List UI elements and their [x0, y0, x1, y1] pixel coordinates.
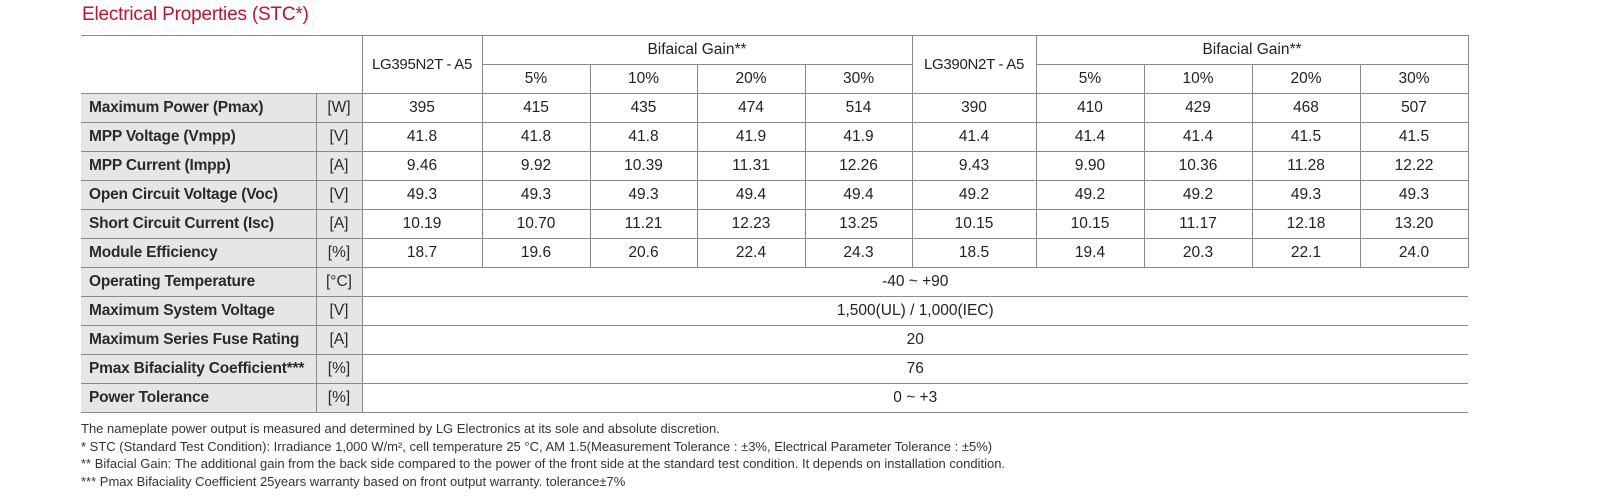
value-cell: 49.3 — [1360, 181, 1468, 210]
table-row — [81, 384, 1468, 413]
value-cell: 10.70 — [482, 210, 590, 239]
merged-value-cell: 1,500(UL) / 1,000(IEC) — [362, 297, 1468, 326]
value-cell: 49.2 — [1144, 181, 1252, 210]
footnote: *** Pmax Bifaciality Coefficient 25years warranty based on front output warranty. tolerance±7% — [81, 473, 626, 489]
value-cell: 49.3 — [590, 181, 697, 210]
value-cell: 410 — [1036, 94, 1144, 123]
gain-col-header: 5% — [482, 65, 590, 94]
row-label: Operating Temperature — [81, 268, 316, 297]
value-cell: 9.90 — [1036, 152, 1144, 181]
value-cell: 12.23 — [697, 210, 805, 239]
value-cell: 11.21 — [590, 210, 697, 239]
value-cell: 18.5 — [912, 239, 1036, 268]
value-cell: 41.4 — [1144, 123, 1252, 152]
value-cell: 41.4 — [912, 123, 1036, 152]
value-cell: 22.1 — [1252, 239, 1360, 268]
row-label: Maximum Series Fuse Rating — [81, 326, 316, 355]
table-row — [81, 268, 1468, 297]
value-cell: 507 — [1360, 94, 1468, 123]
value-cell: 41.9 — [805, 123, 912, 152]
row-label: Module Efficiency — [81, 239, 316, 268]
row-unit: [°C] — [316, 268, 362, 297]
value-cell: 9.92 — [482, 152, 590, 181]
value-cell: 41.5 — [1360, 123, 1468, 152]
value-cell: 10.15 — [1036, 210, 1144, 239]
row-label: Short Circuit Current (Isc) — [81, 210, 316, 239]
bifacial-gain-header: Bifacial Gain** — [1036, 36, 1468, 65]
value-cell: 11.31 — [697, 152, 805, 181]
value-cell: 19.6 — [482, 239, 590, 268]
value-cell: 49.4 — [805, 181, 912, 210]
value-cell: 49.3 — [362, 181, 482, 210]
value-cell: 19.4 — [1036, 239, 1144, 268]
value-cell: 41.8 — [482, 123, 590, 152]
value-cell: 41.9 — [697, 123, 805, 152]
value-cell: 13.20 — [1360, 210, 1468, 239]
header-blank-cell — [81, 36, 362, 94]
value-cell: 415 — [482, 94, 590, 123]
value-cell: 41.4 — [1036, 123, 1144, 152]
table-row — [81, 210, 1468, 239]
table-row — [81, 239, 1468, 268]
row-label: MPP Current (Impp) — [81, 152, 316, 181]
data-rows — [81, 94, 1468, 268]
model-header: LG390N2T - A5 — [912, 36, 1036, 94]
value-cell: 49.2 — [1036, 181, 1144, 210]
footnote: The nameplate power output is measured and determined by LG Electronics at its sole and absolute discretion. — [81, 421, 720, 436]
table-row — [81, 326, 1468, 355]
value-cell: 41.5 — [1252, 123, 1360, 152]
table-row — [81, 123, 1468, 152]
value-cell: 12.26 — [805, 152, 912, 181]
section-title: Electrical Properties (STC*) — [82, 4, 309, 25]
row-unit: [V] — [316, 123, 362, 152]
value-cell: 435 — [590, 94, 697, 123]
value-cell: 429 — [1144, 94, 1252, 123]
merged-value-cell: 20 — [362, 326, 1468, 355]
value-cell: 390 — [912, 94, 1036, 123]
value-cell: 10.39 — [590, 152, 697, 181]
value-cell: 24.3 — [805, 239, 912, 268]
row-label: Maximum Power (Pmax) — [81, 94, 316, 123]
gain-col-header: 10% — [1144, 65, 1252, 94]
footnote: * STC (Standard Test Condition): Irradiance 1,000 W/m², cell temperature 25 °C, AM 1.5(Measurement Tolerance : ±3%, Electrical Parameter Tolerance : ±5%) — [81, 438, 993, 454]
merged-value-cell: 0 ~ +3 — [362, 384, 1468, 413]
value-cell: 13.25 — [805, 210, 912, 239]
value-cell: 49.4 — [697, 181, 805, 210]
row-unit: [%] — [316, 384, 362, 413]
row-unit: [V] — [316, 181, 362, 210]
value-cell: 49.3 — [1252, 181, 1360, 210]
gain-col-header: 20% — [697, 65, 805, 94]
row-unit: [%] — [316, 355, 362, 384]
merged-rows — [81, 268, 1468, 413]
footnote: ** Bifacial Gain: The additional gain from the back side compared to the power of the front side at the standard test condition. It depends on installation condition. — [81, 456, 1006, 471]
value-cell: 41.8 — [590, 123, 697, 152]
row-unit: [W] — [316, 94, 362, 123]
row-unit: [A] — [316, 326, 362, 355]
gain-col-header: 5% — [1036, 65, 1144, 94]
row-unit: [%] — [316, 239, 362, 268]
gain-col-header: 30% — [805, 65, 912, 94]
row-unit: [A] — [316, 210, 362, 239]
value-cell: 468 — [1252, 94, 1360, 123]
gain-col-header: 30% — [1360, 65, 1468, 94]
value-cell: 9.43 — [912, 152, 1036, 181]
table-row — [81, 152, 1468, 181]
electrical-properties-table — [81, 35, 1469, 413]
merged-value-cell: -40 ~ +90 — [362, 268, 1468, 297]
table-row — [81, 355, 1468, 384]
merged-value-cell: 76 — [362, 355, 1468, 384]
header-row-1 — [81, 36, 1468, 65]
value-cell: 10.15 — [912, 210, 1036, 239]
bifacial-gain-header: Bifaical Gain** — [482, 36, 912, 65]
value-cell: 49.2 — [912, 181, 1036, 210]
value-cell: 9.46 — [362, 152, 482, 181]
value-cell: 12.22 — [1360, 152, 1468, 181]
value-cell: 24.0 — [1360, 239, 1468, 268]
value-cell: 41.8 — [362, 123, 482, 152]
table-row — [81, 181, 1468, 210]
row-label: MPP Voltage (Vmpp) — [81, 123, 316, 152]
model-header: LG395N2T - A5 — [362, 36, 482, 94]
value-cell: 10.36 — [1144, 152, 1252, 181]
value-cell: 10.19 — [362, 210, 482, 239]
footnotes — [81, 420, 1005, 490]
value-cell: 22.4 — [697, 239, 805, 268]
row-label: Pmax Bifaciality Coefficient*** — [81, 355, 316, 384]
row-label: Power Tolerance — [81, 384, 316, 413]
table-row — [81, 94, 1468, 123]
value-cell: 20.6 — [590, 239, 697, 268]
row-unit: [A] — [316, 152, 362, 181]
value-cell: 49.3 — [482, 181, 590, 210]
gain-col-header: 10% — [590, 65, 697, 94]
row-label: Open Circuit Voltage (Voc) — [81, 181, 316, 210]
value-cell: 18.7 — [362, 239, 482, 268]
value-cell: 395 — [362, 94, 482, 123]
value-cell: 514 — [805, 94, 912, 123]
table-row — [81, 297, 1468, 326]
row-unit: [V] — [316, 297, 362, 326]
value-cell: 20.3 — [1144, 239, 1252, 268]
value-cell: 474 — [697, 94, 805, 123]
value-cell: 11.17 — [1144, 210, 1252, 239]
row-label: Maximum System Voltage — [81, 297, 316, 326]
gain-col-header: 20% — [1252, 65, 1360, 94]
value-cell: 11.28 — [1252, 152, 1360, 181]
value-cell: 12.18 — [1252, 210, 1360, 239]
